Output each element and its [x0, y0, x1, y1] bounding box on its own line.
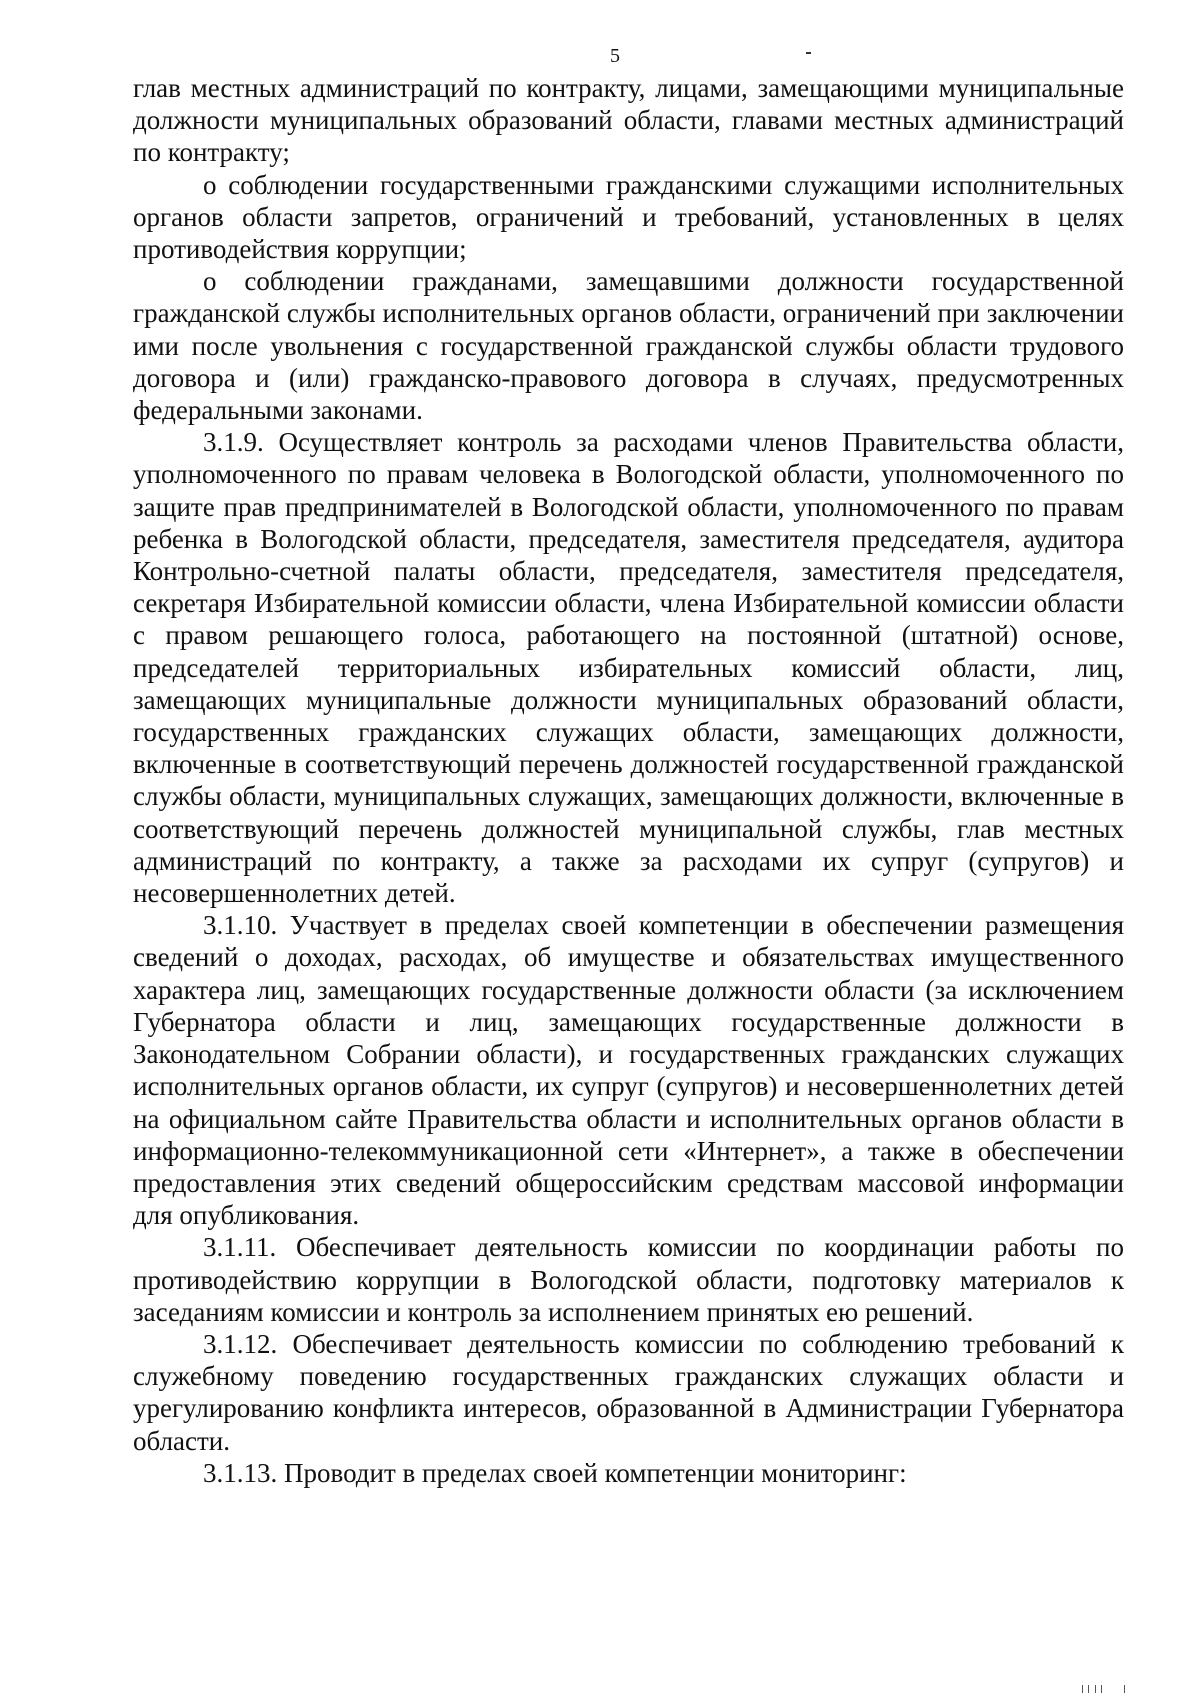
paragraph-3-1-9: 3.1.9. Осуществляет контроль за расходами членов Правительства области, уполномоченного по правам человека в Вологодской области, уполномоченного по защите прав предпринимателей в Вологодской области, уполномоченного по правам ребенка в Вологодской области, председателя, заместителя председателя, аудитора Контрольно-счетной палаты области, председателя, заместителя председателя, секретаря Избирательной комиссии области, члена Избирательной комиссии области с правом решающего голоса, работающего на постоянной (штатной) основе, председателей территориальных избирательных комиссий области, лиц, замещающих муниципальные должности муниципальных образований области, государственных гражданских служащих области, замещающих должности, включенные в соответствующий перечень должностей государственной гражданской службы области, муниципальных служащих, замещающих должности, включенные в соответствующий перечень должностей муниципальной службы, глав местных администраций по контракту, а также за расходами их супруг (супругов) и несовершеннолетних детей.: [133, 427, 1124, 909]
paragraph-3-1-13: 3.1.13. Проводит в пределах своей компетенции мониторинг:: [203, 1457, 907, 1488]
document-body: [133, 72, 1124, 1489]
scan-dot: [806, 52, 811, 54]
paragraph-3-1-11: 3.1.11. Обеспечивает деятельность комиссии по координации работы по противодействию коррупции в Вологодской области, подготовку материалов к заседаниям комиссии и контроль за исполнением принятых ею решений.: [133, 1232, 1124, 1327]
paragraph-3-1-10: 3.1.10. Участвует в пределах своей компетенции в обеспечении размещения сведений о доходах, расходах, об имуществе и обязательствах имущественного характера лиц, замещающих государственные должности области (за исключением Губернатора области и лиц, замещающих государственные должности в Законодательном Собрании области), и государственных гражданских служащих исполнительных органов области, их супруг (супругов) и несовершеннолетних детей на официальном сайте Правительства области и исполнительных органов области в информационно-телекоммуникационной сети «Интернет», а также в обеспечении предоставления этих сведений общероссийским средствам массовой информации для опубликования.: [133, 910, 1124, 1231]
paragraph-compliance-former-servants: о соблюдении гражданами, замещавшими должности государственной гражданской службы исполнительных органов области, ограничений при заключении ими после увольнения с государственной гражданской службы области трудового договора и (или) гражданско-правового договора в случаях, предусмотренных федеральными законами.: [133, 266, 1124, 426]
scan-artifact: [1068, 1683, 1128, 1693]
paragraph-compliance-civil-servants: о соблюдении государственными гражданскими служащими исполнительных органов области запретов, ограничений и требований, установленных в целях противодействия коррупции;: [133, 169, 1124, 265]
paragraph-3-1-12: 3.1.12. Обеспечивает деятельность комиссии по соблюдению требований к служебному поведению государственных гражданских служащих области и урегулированию конфликта интересов, образованной в Администрации Губернатора области.: [133, 1328, 1124, 1456]
paragraph-continuation: глав местных администраций по контракту, лицами, замещающими муниципальные должности муниципальных образований области, главами местных администраций по контракту;: [133, 73, 1124, 168]
page-number: 5: [610, 45, 620, 67]
